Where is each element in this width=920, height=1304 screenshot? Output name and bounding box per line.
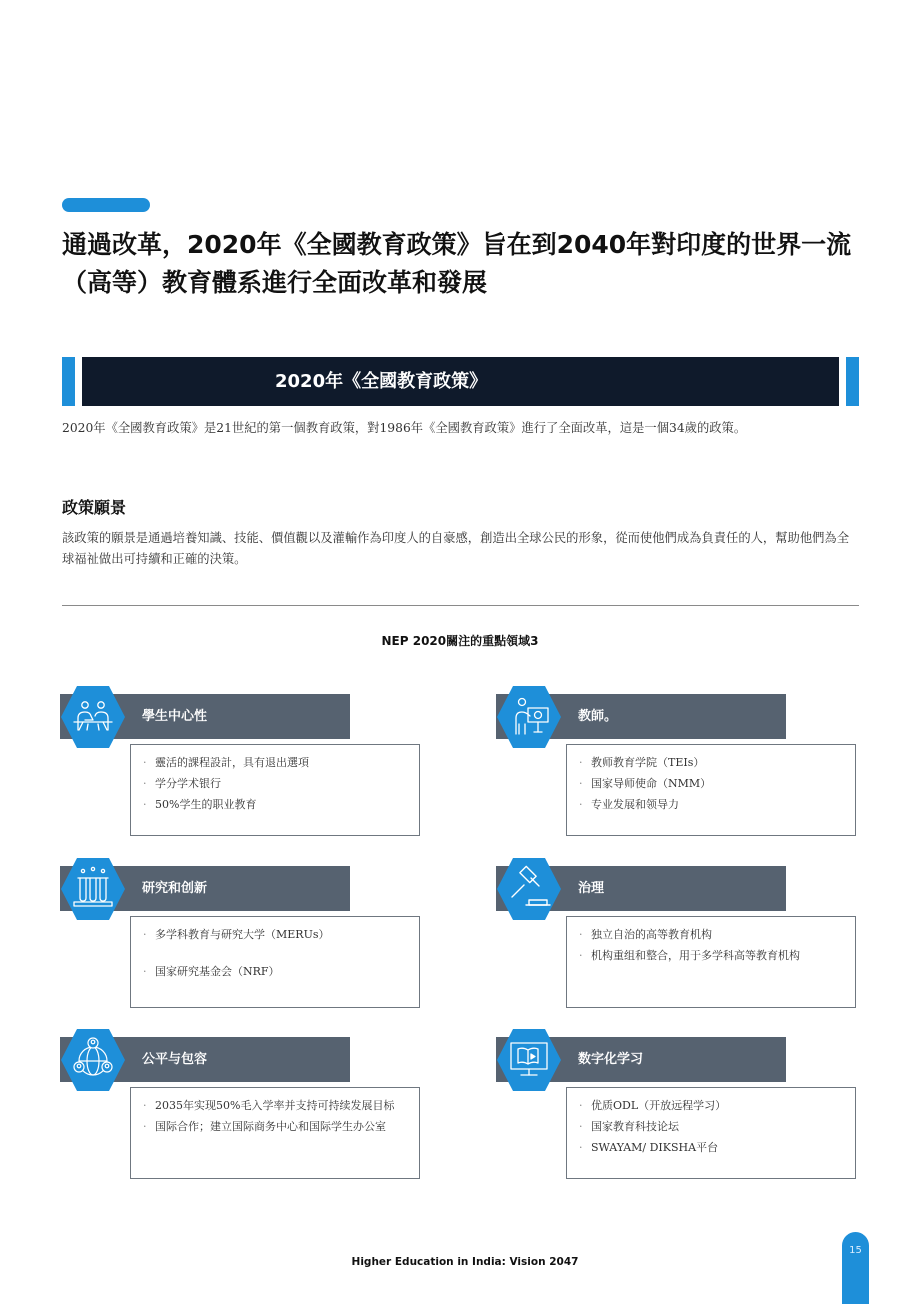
list-item: · 国家研究基金会（NRF） xyxy=(155,961,419,982)
accent-bar xyxy=(62,198,150,212)
card-title: 學生中心性 xyxy=(60,694,350,739)
card-title: 治理 xyxy=(496,866,786,911)
focus-card-governance xyxy=(496,856,806,1006)
list-item: · 学分学术银行 xyxy=(155,773,419,794)
focus-card-teachers xyxy=(496,684,806,834)
list-item: · 国家教育科技论坛 xyxy=(591,1116,855,1137)
card-title: 教師。 xyxy=(496,694,786,739)
list-item: · 机构重组和整合，用于多学科高等教育机构 xyxy=(591,945,855,966)
list-item: · 优质ODL（开放远程学习） xyxy=(591,1095,855,1116)
teacher-icon xyxy=(496,684,562,750)
list-item: · SWAYAM/ DIKSHA平台 xyxy=(591,1137,855,1158)
section-title-band: 2020年《全國教育政策》 xyxy=(82,357,839,406)
card-list-box xyxy=(566,1087,856,1179)
card-title: 数字化学习 xyxy=(496,1037,786,1082)
card-list-box xyxy=(130,916,420,1008)
vision-body: 該政策的願景是通過培養知識、技能、價值觀以及灌輸作為印度人的自豪感，創造出全球公民的形象，從而使他們成為負責任的人，幫助他們為全球福祉做出可持續和正確的決策。 xyxy=(62,531,850,566)
card-list-box xyxy=(566,916,856,1008)
page-number: 15 xyxy=(849,1245,862,1256)
list-item: · 靈活的課程設計，具有退出選項 xyxy=(155,752,419,773)
focus-card-digital-learning xyxy=(496,1027,806,1177)
focus-areas-title: NEP 2020關注的重點領域3 xyxy=(381,634,539,648)
gavel-icon xyxy=(496,856,562,922)
section-right-marker xyxy=(846,357,859,406)
focus-card-student-centricity xyxy=(60,684,370,834)
intro-paragraph: 2020年《全國教育政策》是21世紀的第一個教育政策，對1986年《全國教育政策》進行了全面改革，這是一個34歲的政策。 xyxy=(62,421,747,435)
vision-title: 政策願景 xyxy=(62,498,127,517)
focus-card-research-innovation xyxy=(60,856,370,1006)
card-list-box xyxy=(566,744,856,836)
list-item: · 专业发展和领导力 xyxy=(591,794,855,815)
footer-title: Higher Education in India: Vision 2047 xyxy=(351,1256,579,1268)
list-item: · 2035年实现50%毛入学率并支持可持续发展目标 xyxy=(155,1095,419,1116)
page-number-tab xyxy=(842,1232,869,1304)
card-title: 研究和创新 xyxy=(60,866,350,911)
card-list-box xyxy=(130,1087,420,1179)
divider xyxy=(62,605,859,606)
students-icon xyxy=(60,684,126,750)
list-item: · 独立自治的高等教育机构 xyxy=(591,924,855,945)
focus-card-equity-inclusion xyxy=(60,1027,395,1177)
digital-screen-icon xyxy=(496,1027,562,1093)
card-title: 公平与包容 xyxy=(60,1037,350,1082)
list-item: · 国际合作；建立国际商务中心和国际学生办公室 xyxy=(155,1116,419,1137)
section-left-marker xyxy=(62,357,75,406)
page-headline: 通過改革，2020年《全國教育政策》旨在到2040年對印度的世界一流（高等）教育體系進行全面改革和發展 xyxy=(62,230,852,297)
list-item: · 教师教育学院（TEIs） xyxy=(591,752,855,773)
list-item: · 国家导师使命（NMM） xyxy=(591,773,855,794)
lab-tubes-icon xyxy=(60,856,126,922)
global-people-icon xyxy=(60,1027,126,1093)
list-item: · 50%学生的职业教育 xyxy=(155,794,419,815)
card-list-box xyxy=(130,744,420,836)
list-item: · 多学科教育与研究大学（MERUs） xyxy=(155,924,419,945)
